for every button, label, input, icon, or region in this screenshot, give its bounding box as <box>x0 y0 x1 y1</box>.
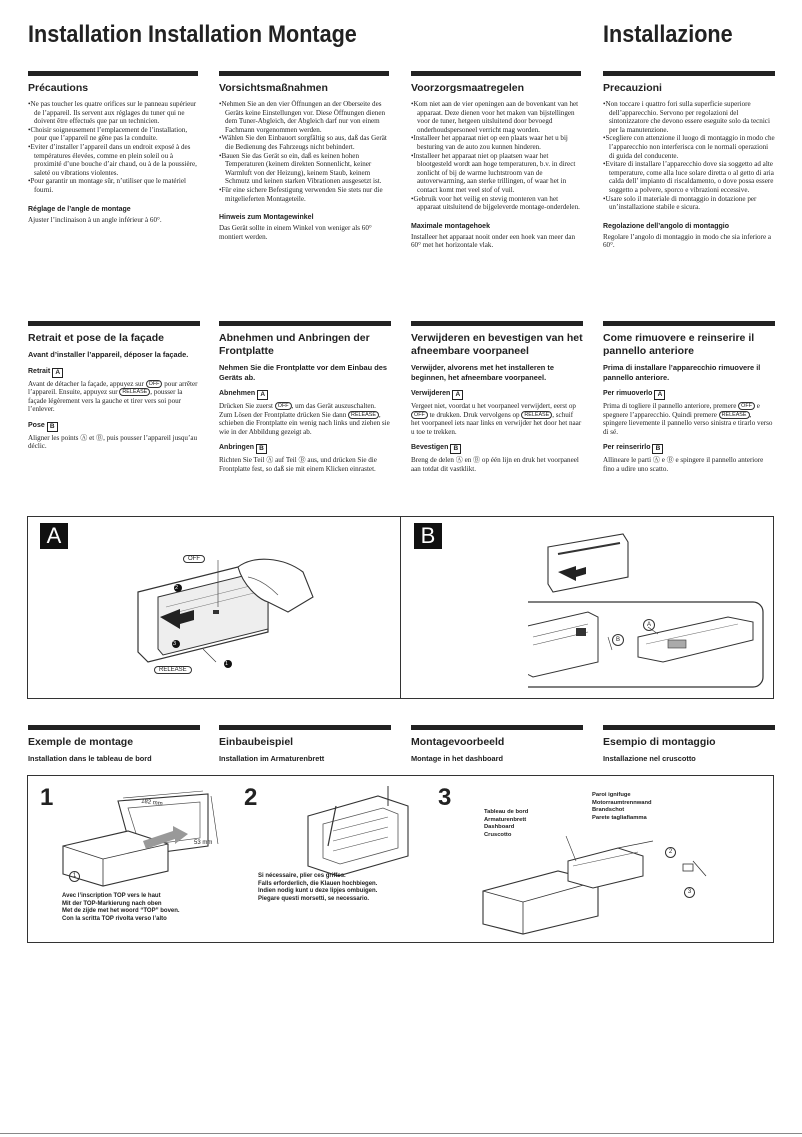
figure-ref-b: B <box>47 422 58 432</box>
section-rule <box>411 725 583 730</box>
faceplate-it <box>603 321 775 474</box>
precautions-nl <box>411 71 581 250</box>
section-sub: Installazione nel cruscotto <box>603 754 696 763</box>
list-item: •Usare solo il materiale di montaggio in dotazione per un’installazione stabile e sicura. <box>603 194 757 212</box>
dashboard-labels: Tableau de bord Armaturenbrett Dashboard Cruscotto <box>484 809 529 838</box>
release-key-ref: RELEASE <box>521 411 552 419</box>
width-dimension: 182 mm <box>140 798 163 808</box>
subheading-attach: Pose B <box>28 421 200 432</box>
paragraph: Regolare l’angolo di montaggio in modo che sia inferiore a 60°. <box>603 232 772 250</box>
subheading: Hinweis zum Montagewinkel <box>219 214 314 222</box>
claws-illustration <box>288 786 418 881</box>
figure-ref-a: A <box>52 368 63 378</box>
bullet-list <box>28 100 198 195</box>
section-sub: Installation dans le tableau de bord <box>28 754 152 763</box>
list-item: •Non toccare i quattro fori sulla superficie superiore dell’apparecchio. Servono per regolazioni del sintonizzatore che devono essere eseguite solo da tecnici per la manutenzione. <box>603 100 770 134</box>
list-item: •Scegliere con attenzione il luogo di montaggio in modo che l’apparecchio non interferisca con le normali operazioni di guida del conducente. <box>603 134 775 160</box>
section-rule <box>603 725 775 730</box>
firewall-labels: Paroi ignifuge Motorraumtrennwand Brandschot Parete tagliafiamma <box>592 792 652 821</box>
paragraph-remove: Vergeet niet, voordat u het voorpaneel verwijdert, eerst op OFF te drukken. Druk vervolgens op RELEASE , schuif het voorpaneel iets naar links en verwijder het door het naar u toe te trekken. <box>411 402 582 436</box>
section-intro: Verwijder, alvorens met het installeren te beginnen, het afneembare voorpaneel. <box>411 363 554 382</box>
step-1-marker: 1 <box>225 661 229 667</box>
section-heading: Abnehmen und Anbringen der Frontplatte <box>219 332 370 357</box>
mounting-steps-frame <box>27 775 774 943</box>
faceplate-de <box>219 321 391 474</box>
off-key-ref: OFF <box>275 402 292 410</box>
section-rule <box>28 71 198 76</box>
section-rule <box>603 71 775 76</box>
release-key-ref: RELEASE <box>719 411 750 419</box>
list-item: •Installeer het apparaat niet op plaatsen waar het blootgesteld wordt aan hoge temperaturen, b.v. in direct zonlicht of bij de warme luchtstroom van de autoverwarming, aan sterke trillingen, of waar het in contact komt met veel stof of vuil. <box>411 151 576 194</box>
bullet-list <box>411 100 581 212</box>
subheading-remove: Retrait A <box>28 367 200 378</box>
paragraph-attach: Aligner les points Ⓐ et Ⓑ, puis pousser l’appareil jusqu’au déclic. <box>28 433 198 451</box>
page-bottom-rule <box>0 1133 802 1134</box>
step-3-marker: 3 <box>173 641 177 647</box>
release-key-ref: RELEASE <box>119 388 150 396</box>
precautions-de <box>219 71 389 241</box>
section-rule <box>219 725 391 730</box>
section-heading: Montagevoorbeeld <box>411 736 505 748</box>
off-key-ref: OFF <box>738 402 755 410</box>
step-number-2: 2 <box>244 784 258 811</box>
faceplate-figure-frame <box>27 516 774 699</box>
list-item: •Pour garantir un montage sûr, n’utiliser que le matériel fourni. <box>28 177 187 194</box>
off-button-callout: OFF <box>183 555 205 563</box>
figure-ref-a: A <box>257 390 268 400</box>
mounting-it <box>603 725 775 769</box>
subheading: Regolazione dell’angolo di montaggio <box>603 222 729 230</box>
paragraph-attach: Breng de delen Ⓐ en Ⓑ op één lijn en druk het voorpaneel aan totdat dit vastklikt. <box>411 456 579 473</box>
list-item: •Gebruik voor het veilig en stevig monteren van het apparaat uitsluitend de bijgeleverde montage-onderdelen. <box>411 194 580 212</box>
subheading-remove: Verwijderen A <box>411 389 583 400</box>
subheading: Réglage de l’angle de montage <box>28 205 131 213</box>
section-heading: Esempio di montaggio <box>603 736 716 748</box>
section-heading: Précautions <box>28 82 89 94</box>
part-2-marker: 2 <box>665 847 676 858</box>
page-title-italian: Installazione <box>603 21 733 48</box>
section-rule <box>603 321 775 326</box>
release-key-ref: RELEASE <box>348 411 379 419</box>
figure-ref-a: A <box>452 390 463 400</box>
paragraph: Ajuster l’inclinaison à un angle inférieur à 60°. <box>28 215 162 224</box>
list-item: •Wählen Sie den Einbauort sorgfältig so aus, daß das Gerät die Bedienung des Fahrzeugs nicht behindert. <box>219 134 387 151</box>
figure-ref-a: A <box>654 390 665 400</box>
paragraph-remove: Drücken Sie zuerst OFF , um das Gerät auszuschalten. Zum Lösen der Frontplatte drücken Sie dann RELEASE , schieben die Frontplatte ein wenig nach links und ziehen sie wie in der Abbildung gezeigt ab. <box>219 402 390 436</box>
list-item: •Installeer het apparaat niet op een plaats waar het u bij besturing van de auto zou kunnen hinderen. <box>411 134 568 151</box>
section-rule <box>28 725 200 730</box>
list-item: •Für eine sichere Befestigung verwenden Sie stets nur die mitgelieferten Montageteile. <box>219 185 383 203</box>
height-dimension: 53 mm <box>194 840 213 846</box>
attach-point-a: A <box>643 619 655 631</box>
bullet-list <box>603 100 775 212</box>
bullet-list <box>219 100 389 203</box>
section-intro: Nehmen Sie die Frontplatte vor dem Einbau des Geräts ab. <box>219 363 387 382</box>
section-heading: Vorsichtsmaßnahmen <box>219 82 328 94</box>
release-button-callout: RELEASE <box>154 666 192 674</box>
part-3-marker: 3 <box>684 887 695 898</box>
section-heading: Verwijderen en bevestigen van het afneembare voorpaneel <box>411 332 583 357</box>
paragraph-attach: Richten Sie Teil Ⓐ auf Teil Ⓑ aus, und drücken Sie die Frontplatte fest, so daß sie mit einem Klicken einrastet. <box>219 456 377 473</box>
precautions-it <box>603 71 775 250</box>
list-item: •Bauen Sie das Gerät so ein, daß es keinen hohen Temperaturen (keinem direkten Sonnenlicht, keiner Warmluft von der Heizung), keinem Staub, keinem Schmutz und keinen starken Vibrationen ausgesetzt ist. <box>219 151 382 186</box>
faceplate-nl <box>411 321 583 474</box>
precautions-fr <box>28 71 198 224</box>
list-item: •Kom niet aan de vier openingen aan de bovenkant van het apparaat. Deze dienen voor het maken van bijstellingen voor de tuner, hetgeen uitsluitend door bevoegd onderhoudspersoneel verricht mag worden. <box>411 100 579 134</box>
section-heading: Precauzioni <box>603 82 662 94</box>
mounting-nl <box>411 725 583 769</box>
subheading-remove: Per rimuoverlo A <box>603 389 775 400</box>
off-key-ref: OFF <box>411 411 428 419</box>
section-heading: Einbaubeispiel <box>219 736 294 748</box>
faceplate-attach-illustration <box>528 522 768 692</box>
section-heading: Voorzorgsmaatregelen <box>411 82 525 94</box>
list-item: •Choisir soigneusement l’emplacement de l’installation, pour que l’appareil ne gêne pas la conduite. <box>28 125 188 143</box>
section-rule <box>219 71 389 76</box>
faceplate-removal-illustration <box>118 537 318 697</box>
top-marking-caption: Avec l’inscription TOP vers le haut Mit der TOP-Markierung nach oben Met de zijde met het woord “TOP” boven. Con la scritta TOP rivolta verso l’alto <box>62 893 180 922</box>
section-heading: Come rimuovere e reinserire il pannello anteriore <box>603 332 755 357</box>
step-number-3: 3 <box>438 784 452 811</box>
paragraph-remove: Avant de détacher la façade, appuyez sur OFF pour arrêter l’appareil. Ensuite, appuyez sur RELEASE , pousser la façade légèrement vers la gauche et tirer vers soi pour l’enlever. <box>28 379 198 414</box>
section-sub: Montage in het dashboard <box>411 754 503 763</box>
section-rule <box>411 321 583 326</box>
page-title: Installation Installation Montage <box>28 21 357 48</box>
section-rule <box>219 321 391 326</box>
step-2-marker: 2 <box>175 585 179 591</box>
part-1-marker: 1 <box>69 871 80 882</box>
subheading-attach: Per reinserirlo B <box>603 443 775 454</box>
section-heading: Exemple de montage <box>28 736 134 748</box>
figure-divider <box>400 517 401 698</box>
section-intro: Prima di installare l’apparecchio rimuovere il pannello anteriore. <box>603 363 761 382</box>
off-key-ref: OFF <box>146 380 163 388</box>
figure-ref-b: B <box>450 444 461 454</box>
section-rule <box>28 321 200 326</box>
attach-point-b: B <box>612 634 624 646</box>
step-number-1: 1 <box>40 784 54 811</box>
section-sub: Installation im Armaturenbrett <box>219 754 325 763</box>
subheading-attach: Anbringen B <box>219 443 391 454</box>
claw-caption: Si nécessaire, plier ces griffes. Falls erforderlich, die Klauen hochbiegen. Indien nodig kunt u deze lipjes ombuigen. Piegare questi morsetti, se necessario. <box>258 873 378 902</box>
mounting-fr <box>28 725 200 769</box>
subheading-attach: Bevestigen B <box>411 443 583 454</box>
mounting-de <box>219 725 391 769</box>
paragraph-attach: Allineare le parti Ⓐ e Ⓑ e spingere il pannello anteriore fino a udire uno scatto. <box>603 456 764 473</box>
section-heading: Retrait et pose de la façade <box>28 332 164 344</box>
list-item: •Nehmen Sie an den vier Öffnungen an der Oberseite des Geräts keine Einstellungen vor. Diese Öffnungen dienen dem Tuner-Abgleich, der Abgleich darf nur von einem Fachmann vorgenommen werden. <box>219 100 386 134</box>
paragraph: Installeer het apparaat nooit onder een hoek van meer dan 60° met het horizontale vlak. <box>411 232 576 250</box>
section-intro: Avant d’installer l’appareil, déposer la façade. <box>28 350 189 359</box>
figure-ref-b: B <box>652 444 663 454</box>
paragraph: Das Gerät sollte in einem Winkel von weniger als 60° montiert werden. <box>219 224 372 241</box>
figure-ref-b: B <box>256 444 267 454</box>
faceplate-fr <box>28 321 200 451</box>
subheading-remove: Abnehmen A <box>219 389 391 400</box>
panel-b-label: B <box>414 523 442 549</box>
list-item: •Evitare di installare l’apparecchio dove sia soggetto ad alte temperature, come alla luce solare diretta o al getto di aria calda dell’ impianto di riscaldamento, o dove possa essere soggetto a polvere, sporco e vibrazioni eccessive. <box>603 160 774 194</box>
list-item: •Eviter d’installer l’appareil dans un endroit exposé à des températures élevées, comme en plein soleil ou à proximité d’une bouche d’air chaud, ou à de la poussière, saleté ou vibrations violentes. <box>28 142 197 177</box>
panel-a-label: A <box>40 523 68 549</box>
section-rule <box>411 71 581 76</box>
paragraph-remove: Prima di togliere il pannello anteriore, premere OFF e spegnere l’apparecchio. Quindi premere RELEASE , spingere lievemente il pannello verso sinistra e tirarlo verso di sé. <box>603 402 773 436</box>
subheading: Maximale montagehoek <box>411 222 490 230</box>
list-item: •Ne pas toucher les quatre orifices sur le panneau supérieur de l’appareil. Ils servent aux réglages du tuner qui ne doivent être effectués que par un technicien. <box>28 100 197 126</box>
